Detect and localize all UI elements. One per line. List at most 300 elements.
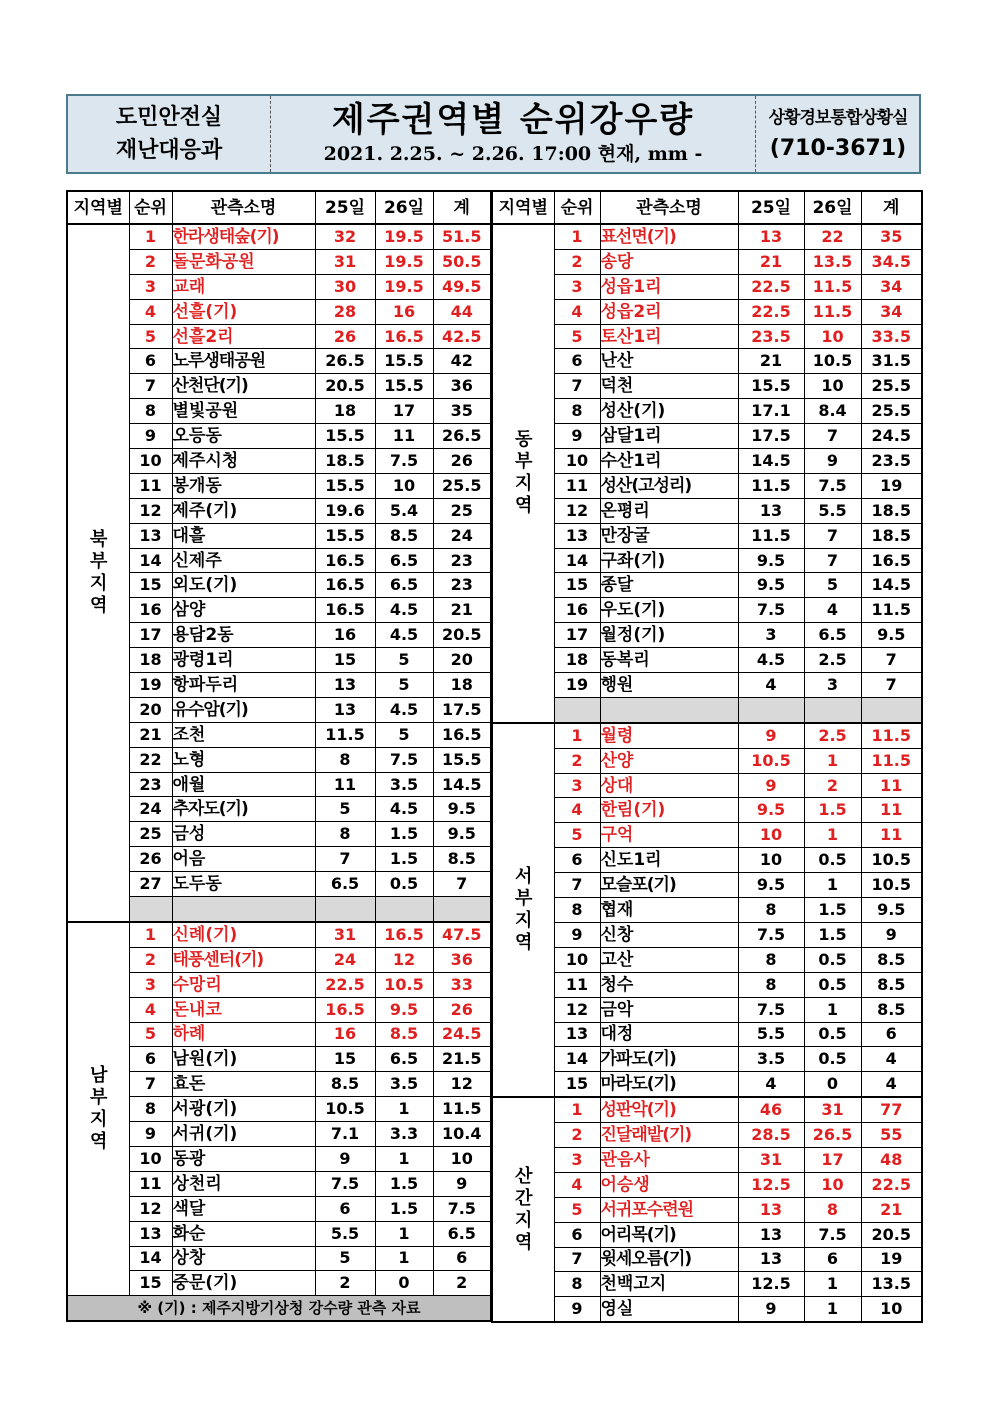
table-row: [67, 1221, 491, 1246]
table-row: [67, 299, 491, 324]
station-name: 고산: [600, 947, 738, 972]
rainfall-25: 16: [315, 623, 375, 648]
station-name: 대정: [600, 1022, 738, 1047]
column-header: 순위: [129, 191, 172, 224]
rainfall-26: 7.5: [375, 747, 433, 772]
rainfall-total: 25.5: [433, 473, 491, 498]
table-row: [67, 1047, 491, 1072]
rank-cell: 10: [554, 947, 600, 972]
rainfall-25: 20.5: [315, 374, 375, 399]
rainfall-total: 25.5: [861, 399, 922, 424]
rainfall-26: 17: [804, 1147, 861, 1172]
rainfall-total: 10: [861, 1297, 922, 1322]
rainfall-25: 31: [315, 249, 375, 274]
rainfall-26: 6.5: [804, 623, 861, 648]
table-row: [67, 673, 491, 698]
rainfall-26: 1: [804, 748, 861, 773]
rainfall-25: 28: [315, 299, 375, 324]
rainfall-25: 9: [738, 1297, 804, 1322]
rainfall-25: 9.5: [738, 798, 804, 823]
station-name: 오등동: [172, 424, 315, 449]
rank-cell: 15: [129, 1271, 172, 1296]
table-row: [67, 573, 491, 598]
rainfall-total: 47.5: [433, 922, 491, 947]
station-name: 표선면(기): [600, 224, 738, 249]
rainfall-total: 23.5: [861, 449, 922, 474]
station-name: 성산(기): [600, 399, 738, 424]
report-period: 2021. 2.25. ~ 2.26. 17:00 현재, mm -: [323, 143, 703, 165]
rainfall-25: 11: [315, 772, 375, 797]
rainfall-26: 19.5: [375, 249, 433, 274]
rainfall-25: 9.5: [738, 548, 804, 573]
station-name: 신제주: [172, 548, 315, 573]
rank-cell: 11: [129, 473, 172, 498]
station-name: 수망리: [172, 972, 315, 997]
rank-cell: 5: [554, 324, 600, 349]
rainfall-26: 19.5: [375, 224, 433, 249]
rainfall-total: 49.5: [433, 274, 491, 299]
rainfall-25: 26.5: [315, 349, 375, 374]
rainfall-total: 21: [861, 1197, 922, 1222]
rainfall-26: 16: [375, 299, 433, 324]
rainfall-26: 11.5: [804, 274, 861, 299]
title-box: [271, 96, 756, 172]
table-row: [67, 498, 491, 523]
table-row: [67, 1271, 491, 1296]
rainfall-total: 6: [433, 1246, 491, 1271]
station-name: 추자도(기): [172, 797, 315, 822]
rainfall-total: 34: [861, 299, 922, 324]
table-row: [492, 673, 922, 698]
table-row: [492, 498, 922, 523]
rainfall-26: 12: [375, 947, 433, 972]
rainfall-total: 24.5: [433, 1022, 491, 1047]
table-row: [67, 274, 491, 299]
rainfall-total: 6.5: [433, 1221, 491, 1246]
station-name: 애월: [172, 772, 315, 797]
rainfall-total: 7: [433, 872, 491, 897]
rainfall-25: 6: [315, 1196, 375, 1221]
station-name: 하례: [172, 1022, 315, 1047]
table-row: [492, 947, 922, 972]
table-row: [492, 598, 922, 623]
table-row: [492, 299, 922, 324]
region-west: [492, 723, 922, 1097]
rainfall-25: 10.5: [738, 748, 804, 773]
rank-cell: 17: [129, 623, 172, 648]
rainfall-total: 20: [433, 648, 491, 673]
rainfall-26: 5.5: [804, 498, 861, 523]
blank-cell: [554, 697, 600, 722]
rainfall-25: 7.5: [738, 922, 804, 947]
rank-cell: 24: [129, 797, 172, 822]
rainfall-total: 22.5: [861, 1172, 922, 1197]
blank-cell: [315, 897, 375, 922]
rainfall-25: 5.5: [738, 1022, 804, 1047]
rank-cell: 7: [554, 374, 600, 399]
rainfall-total: 8.5: [861, 947, 922, 972]
station-name: 한림(기): [600, 798, 738, 823]
table-row: [67, 872, 491, 897]
rainfall-26: 11: [375, 424, 433, 449]
rainfall-25: 11.5: [738, 473, 804, 498]
rainfall-total: 20.5: [433, 623, 491, 648]
table-row: [67, 449, 491, 474]
rainfall-25: 9: [315, 1146, 375, 1171]
column-header: 25일: [738, 191, 804, 224]
rainfall-26: 7.5: [804, 473, 861, 498]
rainfall-25: 18: [315, 399, 375, 424]
rainfall-25: 15.5: [315, 424, 375, 449]
rainfall-total: 31.5: [861, 349, 922, 374]
rainfall-25: 15.5: [738, 374, 804, 399]
rainfall-total: 25: [433, 498, 491, 523]
rainfall-total: 20.5: [861, 1222, 922, 1247]
rainfall-26: 10: [375, 473, 433, 498]
table-row: [492, 1147, 922, 1172]
table-row: [67, 1196, 491, 1221]
table-row: [492, 1197, 922, 1222]
rainfall-25: 7.5: [738, 598, 804, 623]
station-name: 선흘(기): [172, 299, 315, 324]
rank-cell: 2: [554, 748, 600, 773]
rainfall-total: 2: [433, 1271, 491, 1296]
rainfall-26: 7.5: [804, 1222, 861, 1247]
rainfall-25: 17.5: [738, 424, 804, 449]
rank-cell: 18: [129, 648, 172, 673]
rainfall-table-right: [491, 190, 923, 1323]
station-name: 모슬포(기): [600, 873, 738, 898]
region-label: 서 부 지 역: [492, 723, 554, 1097]
rainfall-26: 3.5: [375, 772, 433, 797]
rank-cell: 11: [129, 1171, 172, 1196]
rainfall-25: 22.5: [738, 299, 804, 324]
rank-cell: 18: [554, 648, 600, 673]
station-name: 진달래밭(기): [600, 1123, 738, 1148]
rank-cell: 7: [554, 873, 600, 898]
station-name: 동복리: [600, 648, 738, 673]
rainfall-total: 8.5: [433, 847, 491, 872]
rainfall-26: 9: [804, 449, 861, 474]
rainfall-26: 1.5: [375, 822, 433, 847]
rainfall-26: 2: [804, 773, 861, 798]
station-name: 남원(기): [172, 1047, 315, 1072]
table-row: [67, 797, 491, 822]
blank-cell: [129, 897, 172, 922]
table-row: [492, 898, 922, 923]
table-row: [492, 424, 922, 449]
rank-cell: 16: [554, 598, 600, 623]
rainfall-26: 10.5: [375, 972, 433, 997]
station-name: 구좌(기): [600, 548, 738, 573]
rank-cell: 4: [554, 1172, 600, 1197]
rank-cell: 8: [554, 1272, 600, 1297]
rainfall-total: 16.5: [861, 548, 922, 573]
table-row: [67, 1072, 491, 1097]
table-row: [492, 249, 922, 274]
station-name: 신도1리: [600, 848, 738, 873]
rainfall-total: 8.5: [861, 997, 922, 1022]
table-row: [492, 873, 922, 898]
rainfall-26: 4.5: [375, 598, 433, 623]
table-row: [492, 997, 922, 1022]
rainfall-26: 6: [804, 1247, 861, 1272]
rainfall-total: 21: [433, 598, 491, 623]
table-row: [67, 473, 491, 498]
rainfall-26: 1: [375, 1221, 433, 1246]
rainfall-25: 10: [738, 823, 804, 848]
station-name: 마라도(기): [600, 1072, 738, 1097]
table-row: [67, 697, 491, 722]
rainfall-25: 12.5: [738, 1172, 804, 1197]
station-name: 만장굴: [600, 523, 738, 548]
table-row: [492, 748, 922, 773]
rainfall-25: 10: [738, 848, 804, 873]
rainfall-total: 18: [433, 673, 491, 698]
rank-cell: 10: [129, 1146, 172, 1171]
rainfall-total: 9.5: [433, 797, 491, 822]
rainfall-total: 24: [433, 523, 491, 548]
station-name: 유수암(기): [172, 697, 315, 722]
table-row: [67, 947, 491, 972]
rainfall-26: 3.5: [375, 1072, 433, 1097]
table-row: [67, 324, 491, 349]
rainfall-total: 50.5: [433, 249, 491, 274]
rainfall-total: 36: [433, 374, 491, 399]
rank-cell: 6: [129, 1047, 172, 1072]
rainfall-total: 77: [861, 1097, 922, 1122]
rainfall-26: 0.5: [804, 947, 861, 972]
blank-row: [492, 697, 922, 722]
rank-cell: 9: [129, 424, 172, 449]
rainfall-26: 15.5: [375, 349, 433, 374]
station-name: 색달: [172, 1196, 315, 1221]
rank-cell: 12: [129, 498, 172, 523]
rainfall-25: 16.5: [315, 548, 375, 573]
region-mountain: [492, 1097, 922, 1322]
rainfall-total: 11.5: [433, 1097, 491, 1122]
rank-cell: 2: [129, 249, 172, 274]
rank-cell: 1: [554, 723, 600, 748]
rainfall-total: 51.5: [433, 224, 491, 249]
rainfall-25: 10.5: [315, 1097, 375, 1122]
table-row: [492, 798, 922, 823]
rainfall-25: 7.5: [315, 1171, 375, 1196]
blank-cell: [861, 697, 922, 722]
rainfall-total: 9.5: [861, 898, 922, 923]
station-name: 태풍센터(기): [172, 947, 315, 972]
rainfall-total: 35: [861, 224, 922, 249]
rainfall-26: 1.5: [375, 847, 433, 872]
rainfall-total: 33.5: [861, 324, 922, 349]
rank-cell: 11: [554, 972, 600, 997]
table-row: [67, 648, 491, 673]
column-header: 순위: [554, 191, 600, 224]
rank-cell: 13: [554, 1022, 600, 1047]
station-name: 난산: [600, 349, 738, 374]
rainfall-25: 9.5: [738, 573, 804, 598]
rank-cell: 9: [554, 922, 600, 947]
station-name: 구억: [600, 823, 738, 848]
rainfall-25: 15.5: [315, 473, 375, 498]
rainfall-26: 11.5: [804, 299, 861, 324]
station-name: 토산1리: [600, 324, 738, 349]
station-name: 노루생태공원: [172, 349, 315, 374]
rainfall-25: 24: [315, 947, 375, 972]
station-name: 광령1리: [172, 648, 315, 673]
phone-number: (710-3671): [769, 136, 907, 161]
rainfall-26: 1: [804, 823, 861, 848]
rainfall-total: 35: [433, 399, 491, 424]
rank-cell: 2: [129, 947, 172, 972]
rainfall-25: 30: [315, 274, 375, 299]
station-name: 별빛공원: [172, 399, 315, 424]
rank-cell: 14: [554, 1047, 600, 1072]
rainfall-26: 5: [804, 573, 861, 598]
station-name: 행원: [600, 673, 738, 698]
region-label: 남 부 지 역: [67, 922, 129, 1296]
rainfall-26: 16.5: [375, 922, 433, 947]
blank-cell: [738, 697, 804, 722]
station-name: 산양: [600, 748, 738, 773]
rainfall-25: 26: [315, 324, 375, 349]
rainfall-26: 0: [804, 1072, 861, 1097]
rainfall-26: 5: [375, 648, 433, 673]
station-name: 한라생태숲(기): [172, 224, 315, 249]
rainfall-total: 11: [861, 798, 922, 823]
station-name: 어리목(기): [600, 1222, 738, 1247]
rainfall-total: 7.5: [433, 1196, 491, 1221]
table-row: [67, 922, 491, 947]
rainfall-25: 15.5: [315, 523, 375, 548]
rainfall-26: 1.5: [375, 1196, 433, 1221]
rainfall-25: 8: [315, 822, 375, 847]
rainfall-total: 9.5: [433, 822, 491, 847]
rainfall-total: 15.5: [433, 747, 491, 772]
rainfall-26: 1: [804, 997, 861, 1022]
rainfall-25: 13: [738, 224, 804, 249]
rainfall-25: 21: [738, 349, 804, 374]
table-header-row: [492, 191, 922, 224]
rainfall-total: 11.5: [861, 748, 922, 773]
rainfall-26: 5.4: [375, 498, 433, 523]
rainfall-total: 21.5: [433, 1047, 491, 1072]
rank-cell: 3: [554, 1147, 600, 1172]
station-name: 금악: [600, 997, 738, 1022]
table-row: [492, 449, 922, 474]
station-name: 우도(기): [600, 598, 738, 623]
rainfall-25: 15: [315, 1047, 375, 1072]
rainfall-26: 15.5: [375, 374, 433, 399]
table-row: [492, 548, 922, 573]
department-line1: 도민안전실: [115, 105, 223, 130]
station-name: 가파도(기): [600, 1047, 738, 1072]
rainfall-total: 18.5: [861, 523, 922, 548]
table-row: [67, 1022, 491, 1047]
rainfall-26: 1: [804, 1297, 861, 1322]
rainfall-26: 6.5: [375, 1047, 433, 1072]
rank-cell: 8: [129, 399, 172, 424]
rank-cell: 8: [554, 898, 600, 923]
rank-cell: 7: [129, 374, 172, 399]
station-name: 종달: [600, 573, 738, 598]
rainfall-25: 16: [315, 1022, 375, 1047]
rainfall-26: 4.5: [375, 623, 433, 648]
rainfall-26: 10: [804, 324, 861, 349]
rank-cell: 14: [129, 1246, 172, 1271]
column-header: 지역별: [492, 191, 554, 224]
table-row: [492, 374, 922, 399]
station-name: 금성: [172, 822, 315, 847]
rainfall-25: 18.5: [315, 449, 375, 474]
table-row: [67, 1122, 491, 1147]
rainfall-total: 11.5: [861, 723, 922, 748]
station-name: 도두동: [172, 872, 315, 897]
rainfall-26: 0.5: [804, 1047, 861, 1072]
rainfall-total: 55: [861, 1123, 922, 1148]
station-name: 동광: [172, 1146, 315, 1171]
footnote-row: [67, 1296, 491, 1321]
station-name: 수산1리: [600, 449, 738, 474]
table-row: [67, 424, 491, 449]
table-row: [492, 723, 922, 748]
rainfall-25: 8.5: [315, 1072, 375, 1097]
rainfall-26: 1.5: [804, 922, 861, 947]
rainfall-25: 15: [315, 648, 375, 673]
station-name: 봉개동: [172, 473, 315, 498]
rainfall-25: 4.5: [738, 648, 804, 673]
rainfall-25: 9: [738, 773, 804, 798]
rainfall-total: 19: [861, 473, 922, 498]
station-name: 조천: [172, 722, 315, 747]
rainfall-26: 7: [804, 523, 861, 548]
table-row: [67, 249, 491, 274]
rainfall-26: 8: [804, 1197, 861, 1222]
table-row: [492, 1047, 922, 1072]
rank-cell: 15: [554, 1072, 600, 1097]
rank-cell: 14: [129, 548, 172, 573]
blank-cell: [600, 697, 738, 722]
rainfall-26: 8.5: [375, 1022, 433, 1047]
rank-cell: 25: [129, 822, 172, 847]
station-name: 성읍2리: [600, 299, 738, 324]
table-row: [492, 1072, 922, 1097]
rainfall-26: 9.5: [375, 997, 433, 1022]
rank-cell: 12: [129, 1196, 172, 1221]
station-name: 돌문화공원: [172, 249, 315, 274]
table-row: [67, 1146, 491, 1171]
station-name: 용담2동: [172, 623, 315, 648]
rank-cell: 6: [129, 349, 172, 374]
table-row: [492, 473, 922, 498]
station-name: 월정(기): [600, 623, 738, 648]
rank-cell: 19: [129, 673, 172, 698]
rainfall-total: 24.5: [861, 424, 922, 449]
rank-cell: 22: [129, 747, 172, 772]
department-line2: 재난대응과: [115, 138, 223, 163]
rank-cell: 5: [554, 823, 600, 848]
rank-cell: 6: [554, 349, 600, 374]
rainfall-total: 6: [861, 1022, 922, 1047]
station-name: 상대: [600, 773, 738, 798]
table-row: [67, 822, 491, 847]
rainfall-total: 11.5: [861, 598, 922, 623]
station-name: 효돈: [172, 1072, 315, 1097]
rainfall-total: 23: [433, 548, 491, 573]
rainfall-26: 1: [375, 1146, 433, 1171]
rainfall-total: 48: [861, 1147, 922, 1172]
rainfall-26: 1.5: [375, 1171, 433, 1196]
